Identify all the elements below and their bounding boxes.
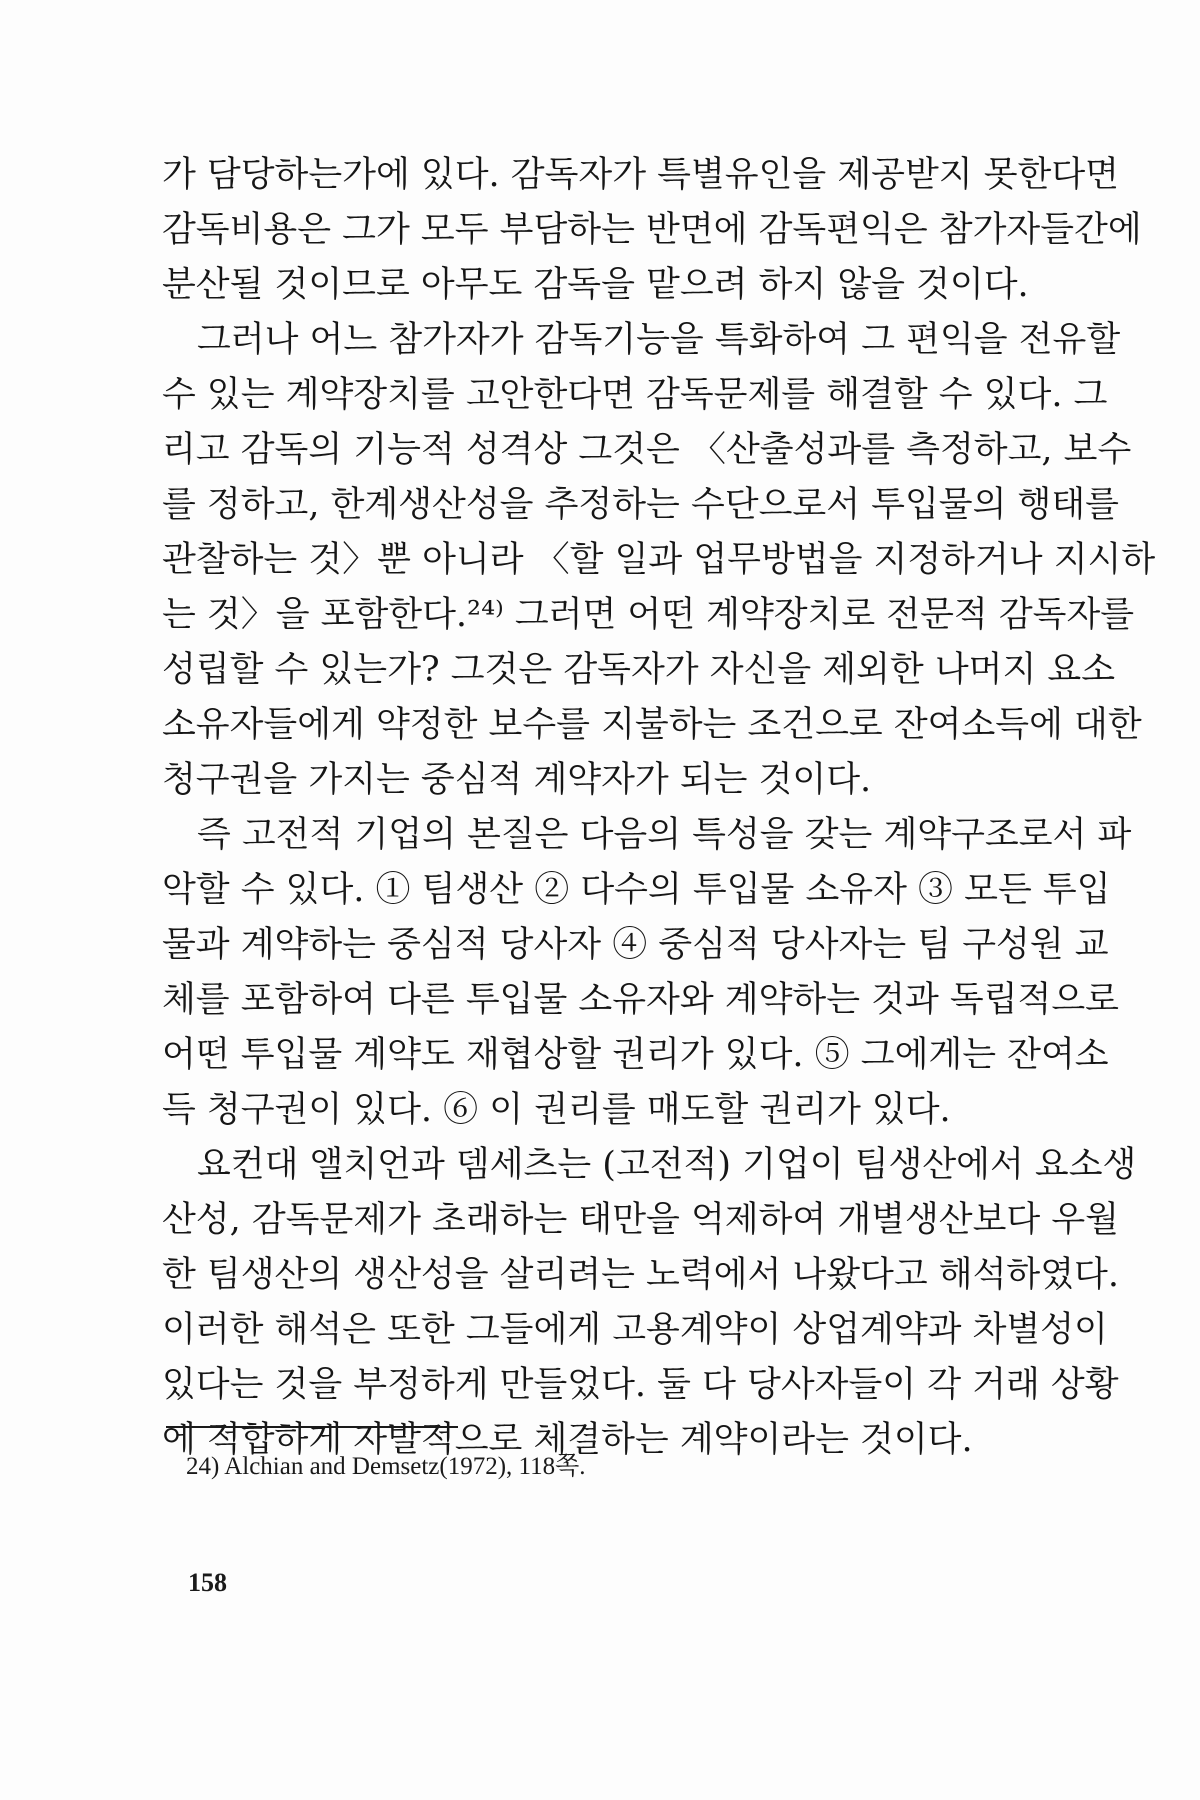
text-line: 소유자들에게 약정한 보수를 지불하는 조건으로 잔여소득에 대한 — [162, 705, 1142, 745]
text-line: 는 것〉을 포함한다.²⁴⁾ 그러면 어떤 계약장치로 전문적 감독자를 — [162, 595, 1135, 635]
footnote-divider — [166, 1426, 458, 1428]
text-line: 물과 계약하는 중심적 당사자 ④ 중심적 당사자는 팀 구성원 교 — [162, 925, 1109, 965]
text-line: 리고 감독의 기능적 성격상 그것은 〈산출성과를 측정하고, 보수 — [162, 430, 1132, 470]
footnote: 24) Alchian and Demsetz(1972), 118쪽. — [186, 1453, 586, 1480]
text-line: 한 팀생산의 생산성을 살리려는 노력에서 나왔다고 해석하였다. — [162, 1255, 1119, 1295]
text-line: 득 청구권이 있다. ⑥ 이 권리를 매도할 권리가 있다. — [162, 1090, 951, 1130]
text-line: 악할 수 있다. ① 팀생산 ② 다수의 투입물 소유자 ③ 모든 투입 — [162, 870, 1111, 910]
text-line: 분산될 것이므로 아무도 감독을 맡으려 하지 않을 것이다. — [162, 265, 1029, 305]
text-line: 감독비용은 그가 모두 부담하는 반면에 감독편익은 참가자들간에 — [162, 210, 1142, 250]
text-line: 그러나 어느 참가자가 감독기능을 특화하여 그 편익을 전유할 — [197, 320, 1121, 360]
text-line: 요컨대 앨치언과 뎀세츠는 (고전적) 기업이 팀생산에서 요소생 — [197, 1145, 1137, 1185]
text-line: 관찰하는 것〉뿐 아니라 〈할 일과 업무방법을 지정하거나 지시하 — [162, 540, 1156, 580]
text-line: 수 있는 계약장치를 고안한다면 감독문제를 해결할 수 있다. 그 — [162, 375, 1108, 415]
text-line: 있다는 것을 부정하게 만들었다. 둘 다 당사자들이 각 거래 상황 — [162, 1365, 1119, 1405]
text-line: 어떤 투입물 계약도 재협상할 권리가 있다. ⑤ 그에게는 잔여소 — [162, 1035, 1109, 1075]
body-text — [162, 148, 1156, 1468]
text-line: 이러한 해석은 또한 그들에게 고용계약이 상업계약과 차별성이 — [162, 1310, 1108, 1350]
text-line: 산성, 감독문제가 초래하는 태만을 억제하여 개별생산보다 우월 — [162, 1200, 1119, 1240]
text-line: 청구권을 가지는 중심적 계약자가 되는 것이다. — [162, 760, 872, 800]
text-line: 체를 포함하여 다른 투입물 소유자와 계약하는 것과 독립적으로 — [162, 980, 1119, 1020]
text-line: 즉 고전적 기업의 본질은 다음의 특성을 갖는 계약구조로서 파 — [197, 815, 1132, 855]
text-line: 를 정하고, 한계생산성을 추정하는 수단으로서 투입물의 행태를 — [162, 485, 1119, 525]
text-line: 가 담당하는가에 있다. 감독자가 특별유인을 제공받지 못한다면 — [162, 155, 1119, 195]
text-line: 에 적합하게 자발적으로 체결하는 계약이라는 것이다. — [162, 1420, 973, 1460]
text-line: 성립할 수 있는가? 그것은 감독자가 자신을 제외한 나머지 요소 — [162, 650, 1116, 690]
page-number: 158 — [188, 1568, 227, 1597]
